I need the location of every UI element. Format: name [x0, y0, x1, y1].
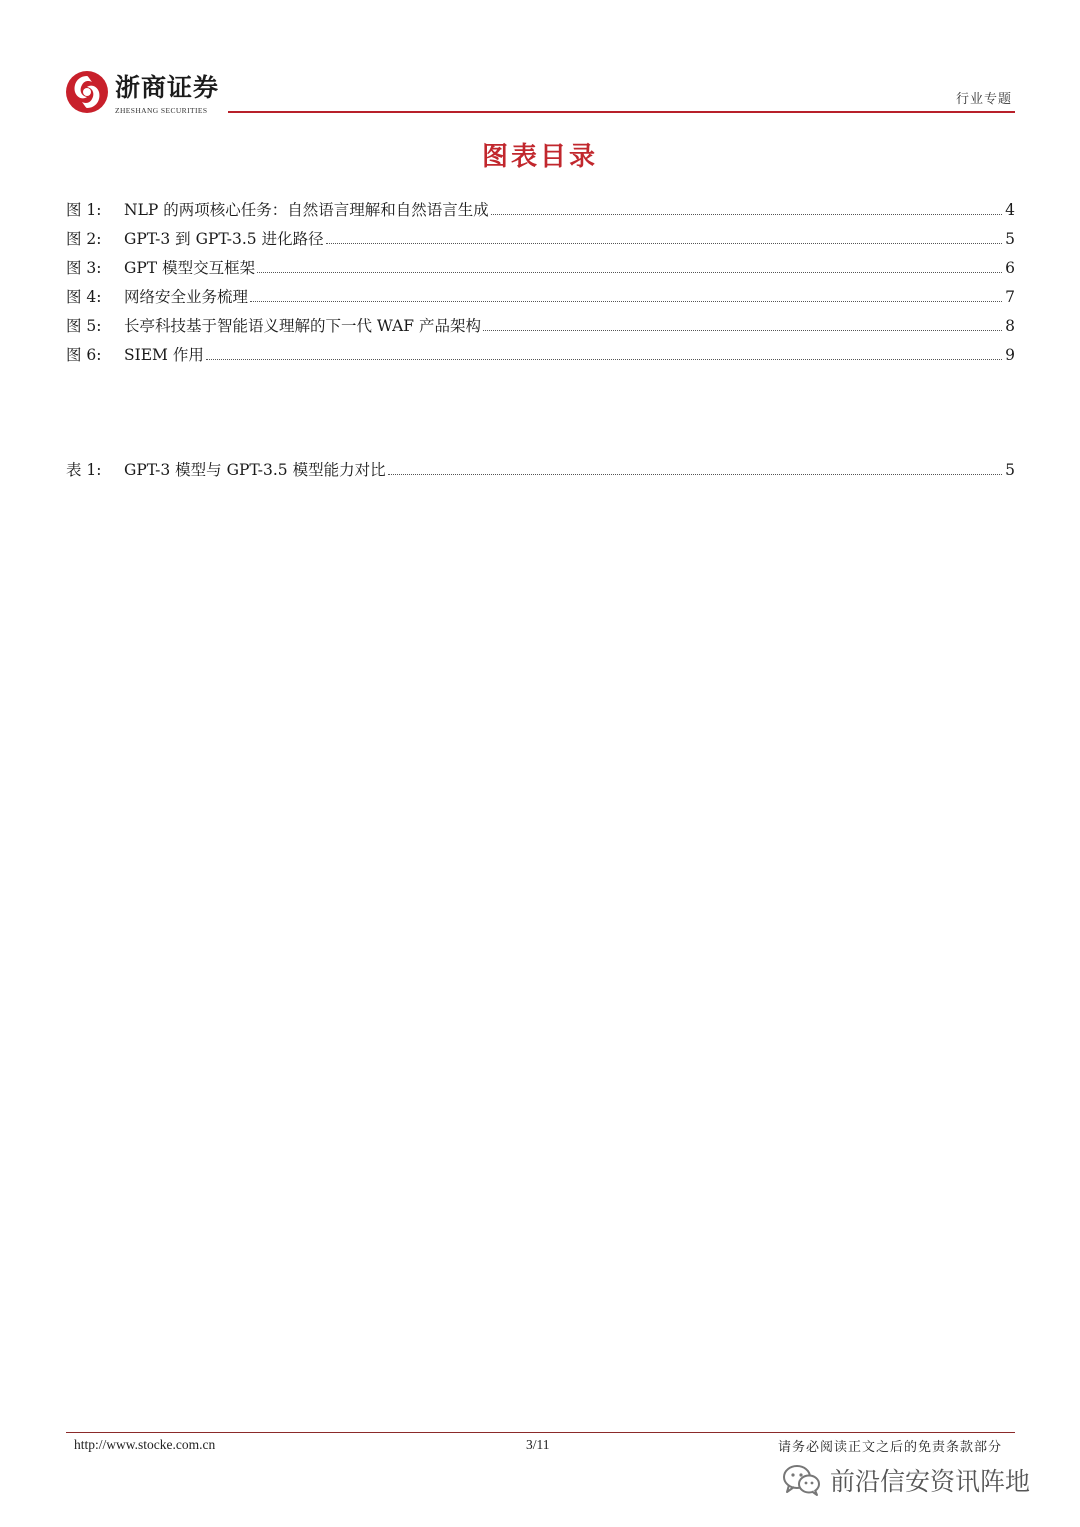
footer-rule — [66, 1432, 1015, 1433]
toc-entry-page: 9 — [1005, 346, 1015, 364]
toc-entry-label: 图 2: — [66, 230, 102, 248]
toc-dot-leader — [250, 301, 1002, 302]
toc-entry[interactable] — [66, 256, 1015, 285]
wechat-icon — [782, 1463, 822, 1497]
page-title: 图表目录 — [481, 142, 598, 172]
toc-entry-label: 表 1: — [66, 461, 102, 479]
toc-entry-title[interactable]: 网络安全业务梳理 — [124, 288, 249, 306]
toc-entry-label: 图 3: — [66, 259, 102, 277]
toc-entry-page: 5 — [1005, 230, 1015, 248]
toc-entry[interactable] — [66, 198, 1015, 227]
toc-entry[interactable] — [66, 343, 1015, 372]
report-category: 行业专题 — [955, 92, 1012, 107]
toc-entry-title[interactable]: SIEM 作用 — [124, 346, 204, 364]
toc-dot-leader — [206, 359, 1002, 360]
figure-list — [66, 198, 1015, 372]
toc-entry-page: 7 — [1005, 288, 1015, 306]
toc-entry-page: 5 — [1005, 461, 1015, 479]
toc-entry-title[interactable]: GPT-3 到 GPT-3.5 进化路径 — [124, 230, 324, 248]
zheshang-logo-icon — [65, 70, 109, 114]
toc-entry-page: 8 — [1005, 317, 1015, 335]
toc-dot-leader — [326, 243, 1002, 244]
table-list — [66, 458, 1015, 487]
footer-url-link[interactable]: http://www.stocke.com.cn — [74, 1437, 216, 1452]
toc-entry-label: 图 4: — [66, 288, 102, 306]
toc-dot-leader — [483, 330, 1002, 331]
toc-entry-title[interactable]: 长亭科技基于智能语义理解的下一代 WAF 产品架构 — [124, 317, 481, 335]
toc-dot-leader — [257, 272, 1002, 273]
toc-entry-label: 图 1: — [66, 201, 102, 219]
toc-dot-leader — [491, 214, 1002, 215]
toc-entry-page: 4 — [1005, 201, 1015, 219]
page-number: 3/11 — [526, 1437, 550, 1452]
wechat-watermark — [782, 1462, 1030, 1498]
toc-entry-title[interactable]: GPT-3 模型与 GPT-3.5 模型能力对比 — [124, 461, 386, 479]
toc-dot-leader — [388, 474, 1002, 475]
toc-entry-title[interactable]: GPT 模型交互框架 — [124, 259, 256, 277]
toc-entry[interactable] — [66, 227, 1015, 256]
footer-disclaimer: 请务必阅读正文之后的免责条款部分 — [777, 1440, 1002, 1455]
toc-entry-label: 图 5: — [66, 317, 102, 335]
logo-chinese-name: 浙商证券 — [115, 73, 220, 102]
watermark-text: 前沿信安资讯阵地 — [830, 1467, 1031, 1496]
header-rule — [228, 111, 1015, 113]
toc-entry-label: 图 6: — [66, 346, 102, 364]
toc-entry[interactable] — [66, 314, 1015, 343]
toc-entry-page: 6 — [1005, 259, 1015, 277]
toc-entry[interactable] — [66, 458, 1015, 487]
logo-english-name: ZHESHANG SECURITIES — [115, 106, 208, 115]
toc-entry-title[interactable]: NLP 的两项核心任务：自然语言理解和自然语言生成 — [124, 201, 489, 219]
company-logo — [65, 68, 235, 116]
toc-entry[interactable] — [66, 285, 1015, 314]
